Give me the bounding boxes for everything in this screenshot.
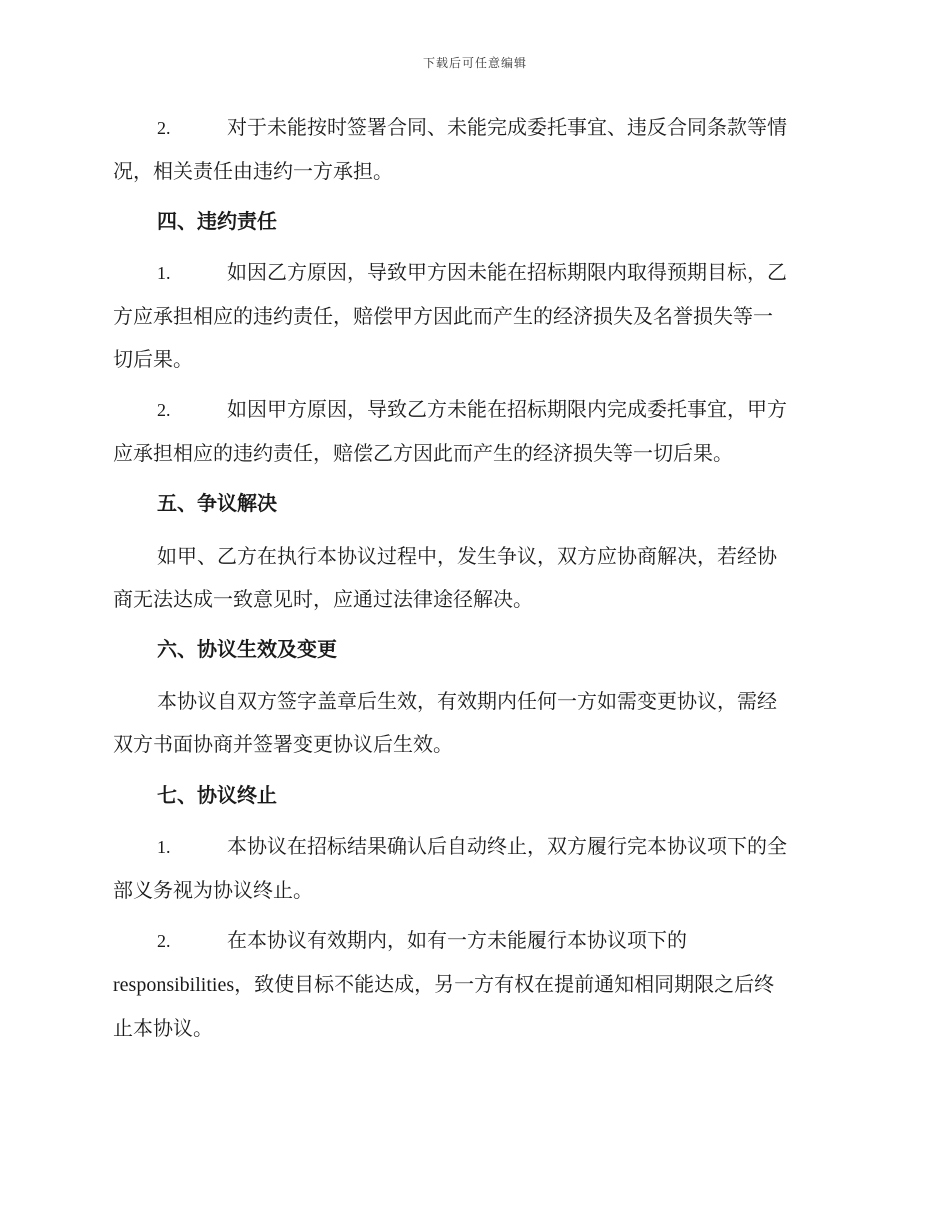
clause-line: 商无法达成一致意见时，应通过法律途径解决。 — [113, 587, 533, 611]
clause-text: 对于未能按时签署合同、未能完成委托事宜、违反合同条款等情 — [227, 115, 787, 139]
clause-7-2 — [113, 919, 833, 1050]
clause-number: 2. — [157, 931, 171, 951]
clause-line: 方应承担相应的违约责任，赔偿甲方因此而产生的经济损失及名誉损失等一 — [113, 304, 773, 328]
page-header: 下载后可任意编辑 — [422, 56, 527, 70]
section-heading-5: 五、争议解决 — [157, 491, 277, 515]
clause-4-1 — [113, 251, 833, 381]
clause-number: 1. — [157, 837, 171, 857]
clause-text: ，致使目标不能达成，另一方有权在提前通知相同期限之后终 — [234, 972, 775, 996]
clause-text: 如因乙方原因，导致甲方因未能在招标期限内取得预期目标，乙 — [227, 260, 787, 284]
clause-line: 应承担相应的违约责任，赔偿乙方因此而产生的经济损失等一切后果。 — [113, 441, 733, 465]
clause-7-1 — [113, 825, 833, 912]
clause-line — [113, 251, 833, 295]
clause-line — [113, 963, 833, 1007]
clause-line: 如甲、乙方在执行本协议过程中，发生争议，双方应协商解决，若经协 — [157, 544, 777, 568]
section-heading-7: 七、协议终止 — [157, 783, 277, 807]
clause-4-2 — [113, 388, 833, 475]
clause-line — [113, 825, 833, 869]
clause-line — [113, 388, 833, 432]
section-heading-6: 六、协议生效及变更 — [157, 637, 337, 661]
clause-line: 本协议自双方签字盖章后生效，有效期内任何一方如需变更协议，需经 — [157, 689, 777, 713]
clause-line: 双方书面协商并签署变更协议后生效。 — [113, 732, 453, 756]
clause-text: 在本协议有效期内，如有一方未能履行本协议项下的 — [227, 928, 687, 952]
clause-line: 切后果。 — [113, 347, 193, 371]
clause-text: 如因甲方原因，导致乙方未能在招标期限内完成委托事宜，甲方 — [227, 397, 787, 421]
clause-5 — [113, 535, 833, 621]
clause-number: 1. — [157, 263, 171, 283]
clause-number: 2. — [157, 400, 171, 420]
clause-text: 本协议在招标结果确认后自动终止，双方履行完本协议项下的全 — [227, 834, 787, 858]
clause-3-2 — [113, 106, 833, 193]
section-heading-4: 四、违约责任 — [157, 209, 277, 233]
clause-line: 况，相关责任由违约一方承担。 — [113, 159, 393, 183]
clause-line — [113, 106, 833, 150]
clause-line: 止本协议。 — [113, 1016, 213, 1040]
clause-number: 2. — [157, 118, 171, 138]
clause-latin-word: responsibilities — [113, 974, 235, 996]
clause-line — [113, 919, 833, 963]
clause-line: 部义务视为协议终止。 — [113, 878, 313, 902]
clause-6 — [113, 680, 833, 766]
